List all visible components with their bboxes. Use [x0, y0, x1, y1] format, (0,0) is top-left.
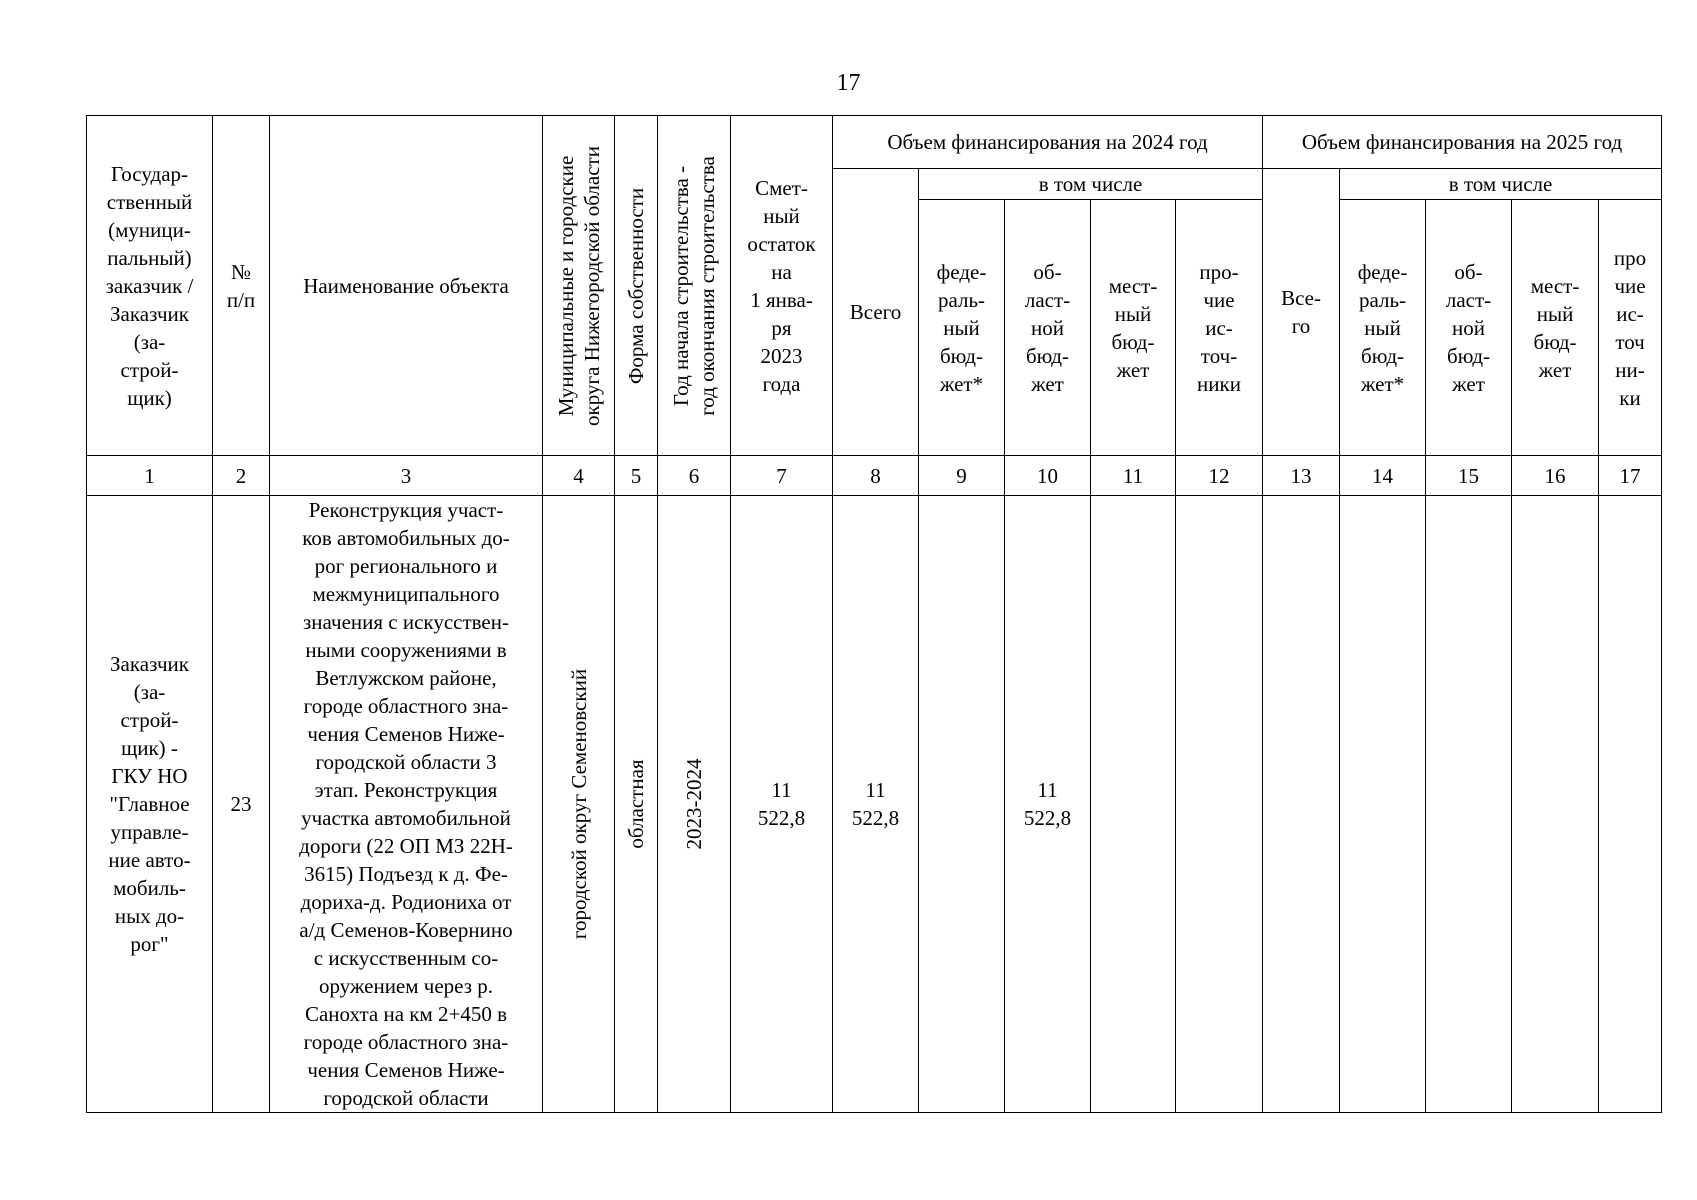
cell-other-2024 [1176, 496, 1263, 1113]
cell-years [658, 496, 731, 1113]
header-customer: Государ- ственный (муници- пальный) заказчик / Заказчик (за- строй- щик) [87, 116, 213, 456]
column-number: 9 [919, 456, 1005, 496]
table-row [87, 496, 1662, 1113]
column-number: 5 [615, 456, 658, 496]
cell-estimated-balance: 11 522,8 [731, 496, 833, 1113]
cell-regional-2025 [1426, 496, 1512, 1113]
financing-table [86, 115, 1662, 1113]
cell-regional-2024: 11 522,8 [1005, 496, 1091, 1113]
header-municipality [543, 116, 615, 456]
header-row-1 [87, 116, 1662, 169]
column-number: 3 [270, 456, 543, 496]
cell-total-2024: 11 522,8 [833, 496, 919, 1113]
cell-total-2025 [1263, 496, 1340, 1113]
header-federal-2025: феде- раль- ный бюд- жет* [1340, 200, 1426, 456]
header-including-2025: в том числе [1340, 169, 1662, 200]
column-number: 14 [1340, 456, 1426, 496]
column-number: 12 [1176, 456, 1263, 496]
header-total-2025: Все- го [1263, 169, 1340, 456]
header-local-2025: мест- ный бюд- жет [1512, 200, 1599, 456]
column-number: 4 [543, 456, 615, 496]
header-estimated-balance: Смет- ный остаток на 1 янва- ря 2023 года [731, 116, 833, 456]
column-number: 13 [1263, 456, 1340, 496]
cell-local-2024 [1091, 496, 1176, 1113]
cell-federal-2025 [1340, 496, 1426, 1113]
cell-ownership-text: областная [624, 759, 648, 849]
header-group-2025: Объем финансирования на 2025 год [1263, 116, 1662, 169]
header-total-2024: Всего [833, 169, 919, 456]
header-municipality-text: Муниципальные и городские округа Нижегородской области [553, 145, 604, 426]
column-number: 8 [833, 456, 919, 496]
column-number: 2 [213, 456, 270, 496]
cell-municipality-text: городской округ Семеновский [566, 668, 591, 940]
cell-other-2025 [1599, 496, 1662, 1113]
cell-customer: Заказчик (за- строй- щик) - ГКУ НО "Главное управле- ние авто- мобиль- ных до- рог" [87, 496, 213, 1113]
header-local-2024: мест- ный бюд- жет [1091, 200, 1176, 456]
column-number: 7 [731, 456, 833, 496]
page-number: 17 [836, 70, 861, 96]
column-number: 16 [1512, 456, 1599, 496]
column-number: 10 [1005, 456, 1091, 496]
cell-years-text: 2023-2024 [682, 758, 706, 850]
header-including-2024: в том числе [919, 169, 1263, 200]
cell-local-2025 [1512, 496, 1599, 1113]
header-federal-2024: феде- раль- ный бюд- жет* [919, 200, 1005, 456]
header-years [658, 116, 731, 456]
column-number: 15 [1426, 456, 1512, 496]
column-number: 6 [658, 456, 731, 496]
header-regional-2024: об- ласт- ной бюд- жет [1005, 200, 1091, 456]
header-ownership-text: Форма собственности [624, 187, 648, 384]
cell-federal-2024 [919, 496, 1005, 1113]
header-object-name: Наименование объекта [270, 116, 543, 456]
column-number: 17 [1599, 456, 1662, 496]
header-other-2025: про чие ис- точ ни- ки [1599, 200, 1662, 456]
header-ownership [615, 116, 658, 456]
header-num: № п/п [213, 116, 270, 456]
cell-ownership [615, 496, 658, 1113]
cell-municipality [543, 496, 615, 1113]
header-years-text: Год начала строительства - год окончания строительства [669, 155, 719, 416]
column-number: 11 [1091, 456, 1176, 496]
header-other-2024: про- чие ис- точ- ники [1176, 200, 1263, 456]
header-group-2024: Объем финансирования на 2024 год [833, 116, 1263, 169]
header-regional-2025: об- ласт- ной бюд- жет [1426, 200, 1512, 456]
cell-num: 23 [213, 496, 270, 1113]
column-number: 1 [87, 456, 213, 496]
column-numbers-row [87, 456, 1662, 496]
cell-object-name: Реконструкция участ- ков автомобильных до- рог регионального и межмуниципального значения с искусствен- ными сооружениями в Ветлужском районе, городе областного зна- чения Семенов Ниже- городской области 3 этап. Реконструкция участка автомобильной дороги (22 ОП МЗ 22Н- 3615) Подъезд к д. Фе- дориха-д. Родиониха от а/д Семенов-Ковернино с искусственным со- оружением через р. Санохта на км 2+450 в городе областного зна- чения Семенов Ниже- городской области [270, 496, 543, 1113]
